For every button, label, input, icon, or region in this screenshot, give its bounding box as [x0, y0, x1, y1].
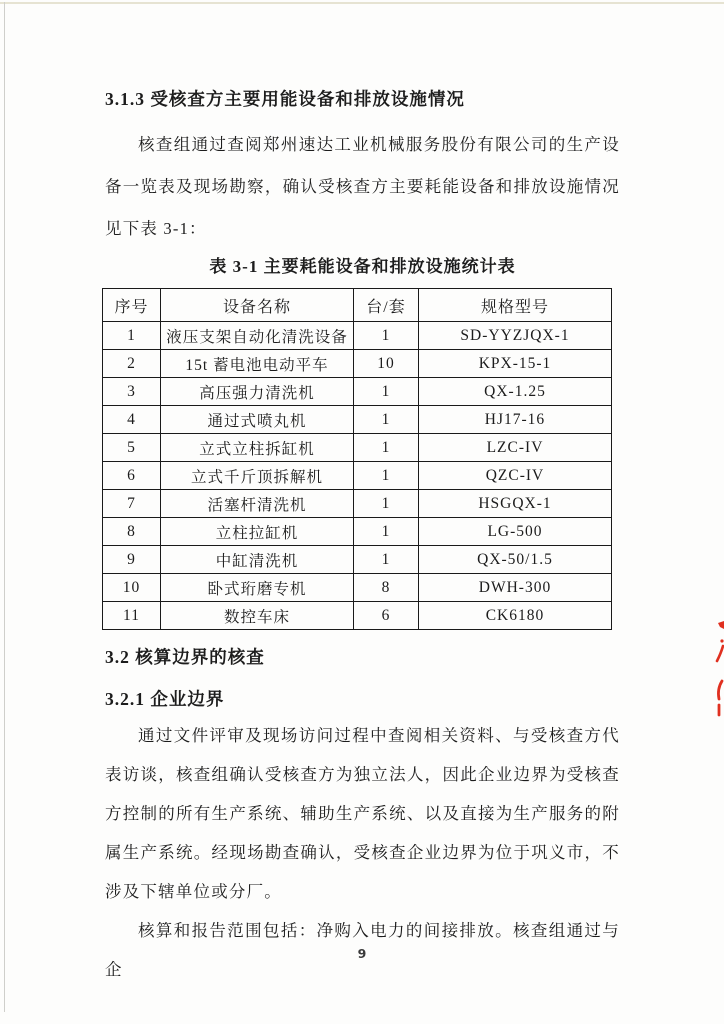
red-pen-mark-fragments: [708, 615, 724, 723]
table-cell: DWH-300: [419, 574, 612, 602]
table-cell: 活塞杆清洗机: [161, 490, 354, 518]
table-cell: 1: [354, 518, 419, 546]
table-cell: 8: [103, 518, 161, 546]
table-header-row: [103, 289, 612, 322]
table-cell: 6: [354, 602, 419, 630]
table-row: [103, 546, 612, 574]
table-cell: KPX-15-1: [419, 350, 612, 378]
table-cell: 6: [103, 462, 161, 490]
table-cell: 15t 蓄电池电动平车: [161, 350, 354, 378]
table-cell: 5: [103, 434, 161, 462]
page-content: [105, 86, 620, 989]
table-cell: 立柱拉缸机: [161, 518, 354, 546]
table-row: [103, 490, 612, 518]
table-cell: 立式千斤顶拆解机: [161, 462, 354, 490]
table-header-cell: 台/套: [354, 289, 419, 322]
table-row: [103, 518, 612, 546]
table-cell: 立式立柱拆缸机: [161, 434, 354, 462]
table-cell: 9: [103, 546, 161, 574]
table-cell: 1: [354, 406, 419, 434]
table-cell: LG-500: [419, 518, 612, 546]
table-row: [103, 574, 612, 602]
section-3-1-3-paragraph: 核查组通过查阅郑州速达工业机械服务股份有限公司的生产设备一览表及现场勘察，确认受核查方主要耗能设备和排放设施情况见下表 3-1：: [105, 135, 620, 238]
section-3-2-1-paragraph-scope: 核算和报告范围包括：净购入电力的间接排放。核查组通过与企: [105, 921, 620, 979]
table-cell: 1: [354, 490, 419, 518]
table-cell: 11: [103, 602, 161, 630]
scan-edge-top: [0, 2, 724, 4]
table-row: [103, 378, 612, 406]
table-3-1: [102, 288, 612, 630]
page-number: 9: [357, 946, 367, 961]
table-header-cell: 设备名称: [161, 289, 354, 322]
table-cell: CK6180: [419, 602, 612, 630]
table-3-1-title: 表 3-1 主要耗能设备和排放设施统计表: [209, 257, 516, 276]
table-cell: 3: [103, 378, 161, 406]
table-3-1-body: [103, 322, 612, 630]
section-3-2-heading: 3.2 核算边界的核查: [105, 647, 265, 667]
table-row: [103, 434, 612, 462]
table-cell: 卧式珩磨专机: [161, 574, 354, 602]
table-row: [103, 462, 612, 490]
table-cell: SD-YYZJQX-1: [419, 322, 612, 350]
table-cell: 1: [103, 322, 161, 350]
table-cell: LZC-IV: [419, 434, 612, 462]
table-cell: 通过式喷丸机: [161, 406, 354, 434]
table-cell: 10: [103, 574, 161, 602]
table-cell: QZC-IV: [419, 462, 612, 490]
table-cell: 高压强力清洗机: [161, 378, 354, 406]
table-cell: 1: [354, 434, 419, 462]
table-cell: 1: [354, 462, 419, 490]
table-cell: QX-50/1.5: [419, 546, 612, 574]
table-cell: 液压支架自动化清洗设备: [161, 322, 354, 350]
table-header-cell: 序号: [103, 289, 161, 322]
table-row: [103, 350, 612, 378]
table-cell: 数控车床: [161, 602, 354, 630]
table-cell: HSGQX-1: [419, 490, 612, 518]
table-cell: HJ17-16: [419, 406, 612, 434]
section-3-2-1-paragraph-boundary: 通过文件评审及现场访问过程中查阅相关资料、与受核查方代表访谈，核查组确认受核查方为独立法人，因此企业边界为受核查方控制的所有生产系统、辅助生产系统、以及直接为生产服务的附属生产系统。经现场勘查确认，受核查企业边界为位于巩义市，不涉及下辖单位或分厂。: [105, 726, 620, 901]
table-cell: QX-1.25: [419, 378, 612, 406]
table-cell: 8: [354, 574, 419, 602]
table-row: [103, 406, 612, 434]
table-header-cell: 规格型号: [419, 289, 612, 322]
table-cell: 2: [103, 350, 161, 378]
table-cell: 10: [354, 350, 419, 378]
section-3-2-1-heading: 3.2.1 企业边界: [105, 689, 225, 709]
scan-edge-left: [4, 2, 5, 1012]
table-cell: 1: [354, 546, 419, 574]
table-row: [103, 602, 612, 630]
table-cell: 中缸清洗机: [161, 546, 354, 574]
section-3-1-3-heading: 3.1.3 受核查方主要用能设备和排放设施情况: [105, 89, 465, 109]
table-cell: 1: [354, 378, 419, 406]
table-cell: 1: [354, 322, 419, 350]
table-row: [103, 322, 612, 350]
table-cell: 4: [103, 406, 161, 434]
table-cell: 7: [103, 490, 161, 518]
